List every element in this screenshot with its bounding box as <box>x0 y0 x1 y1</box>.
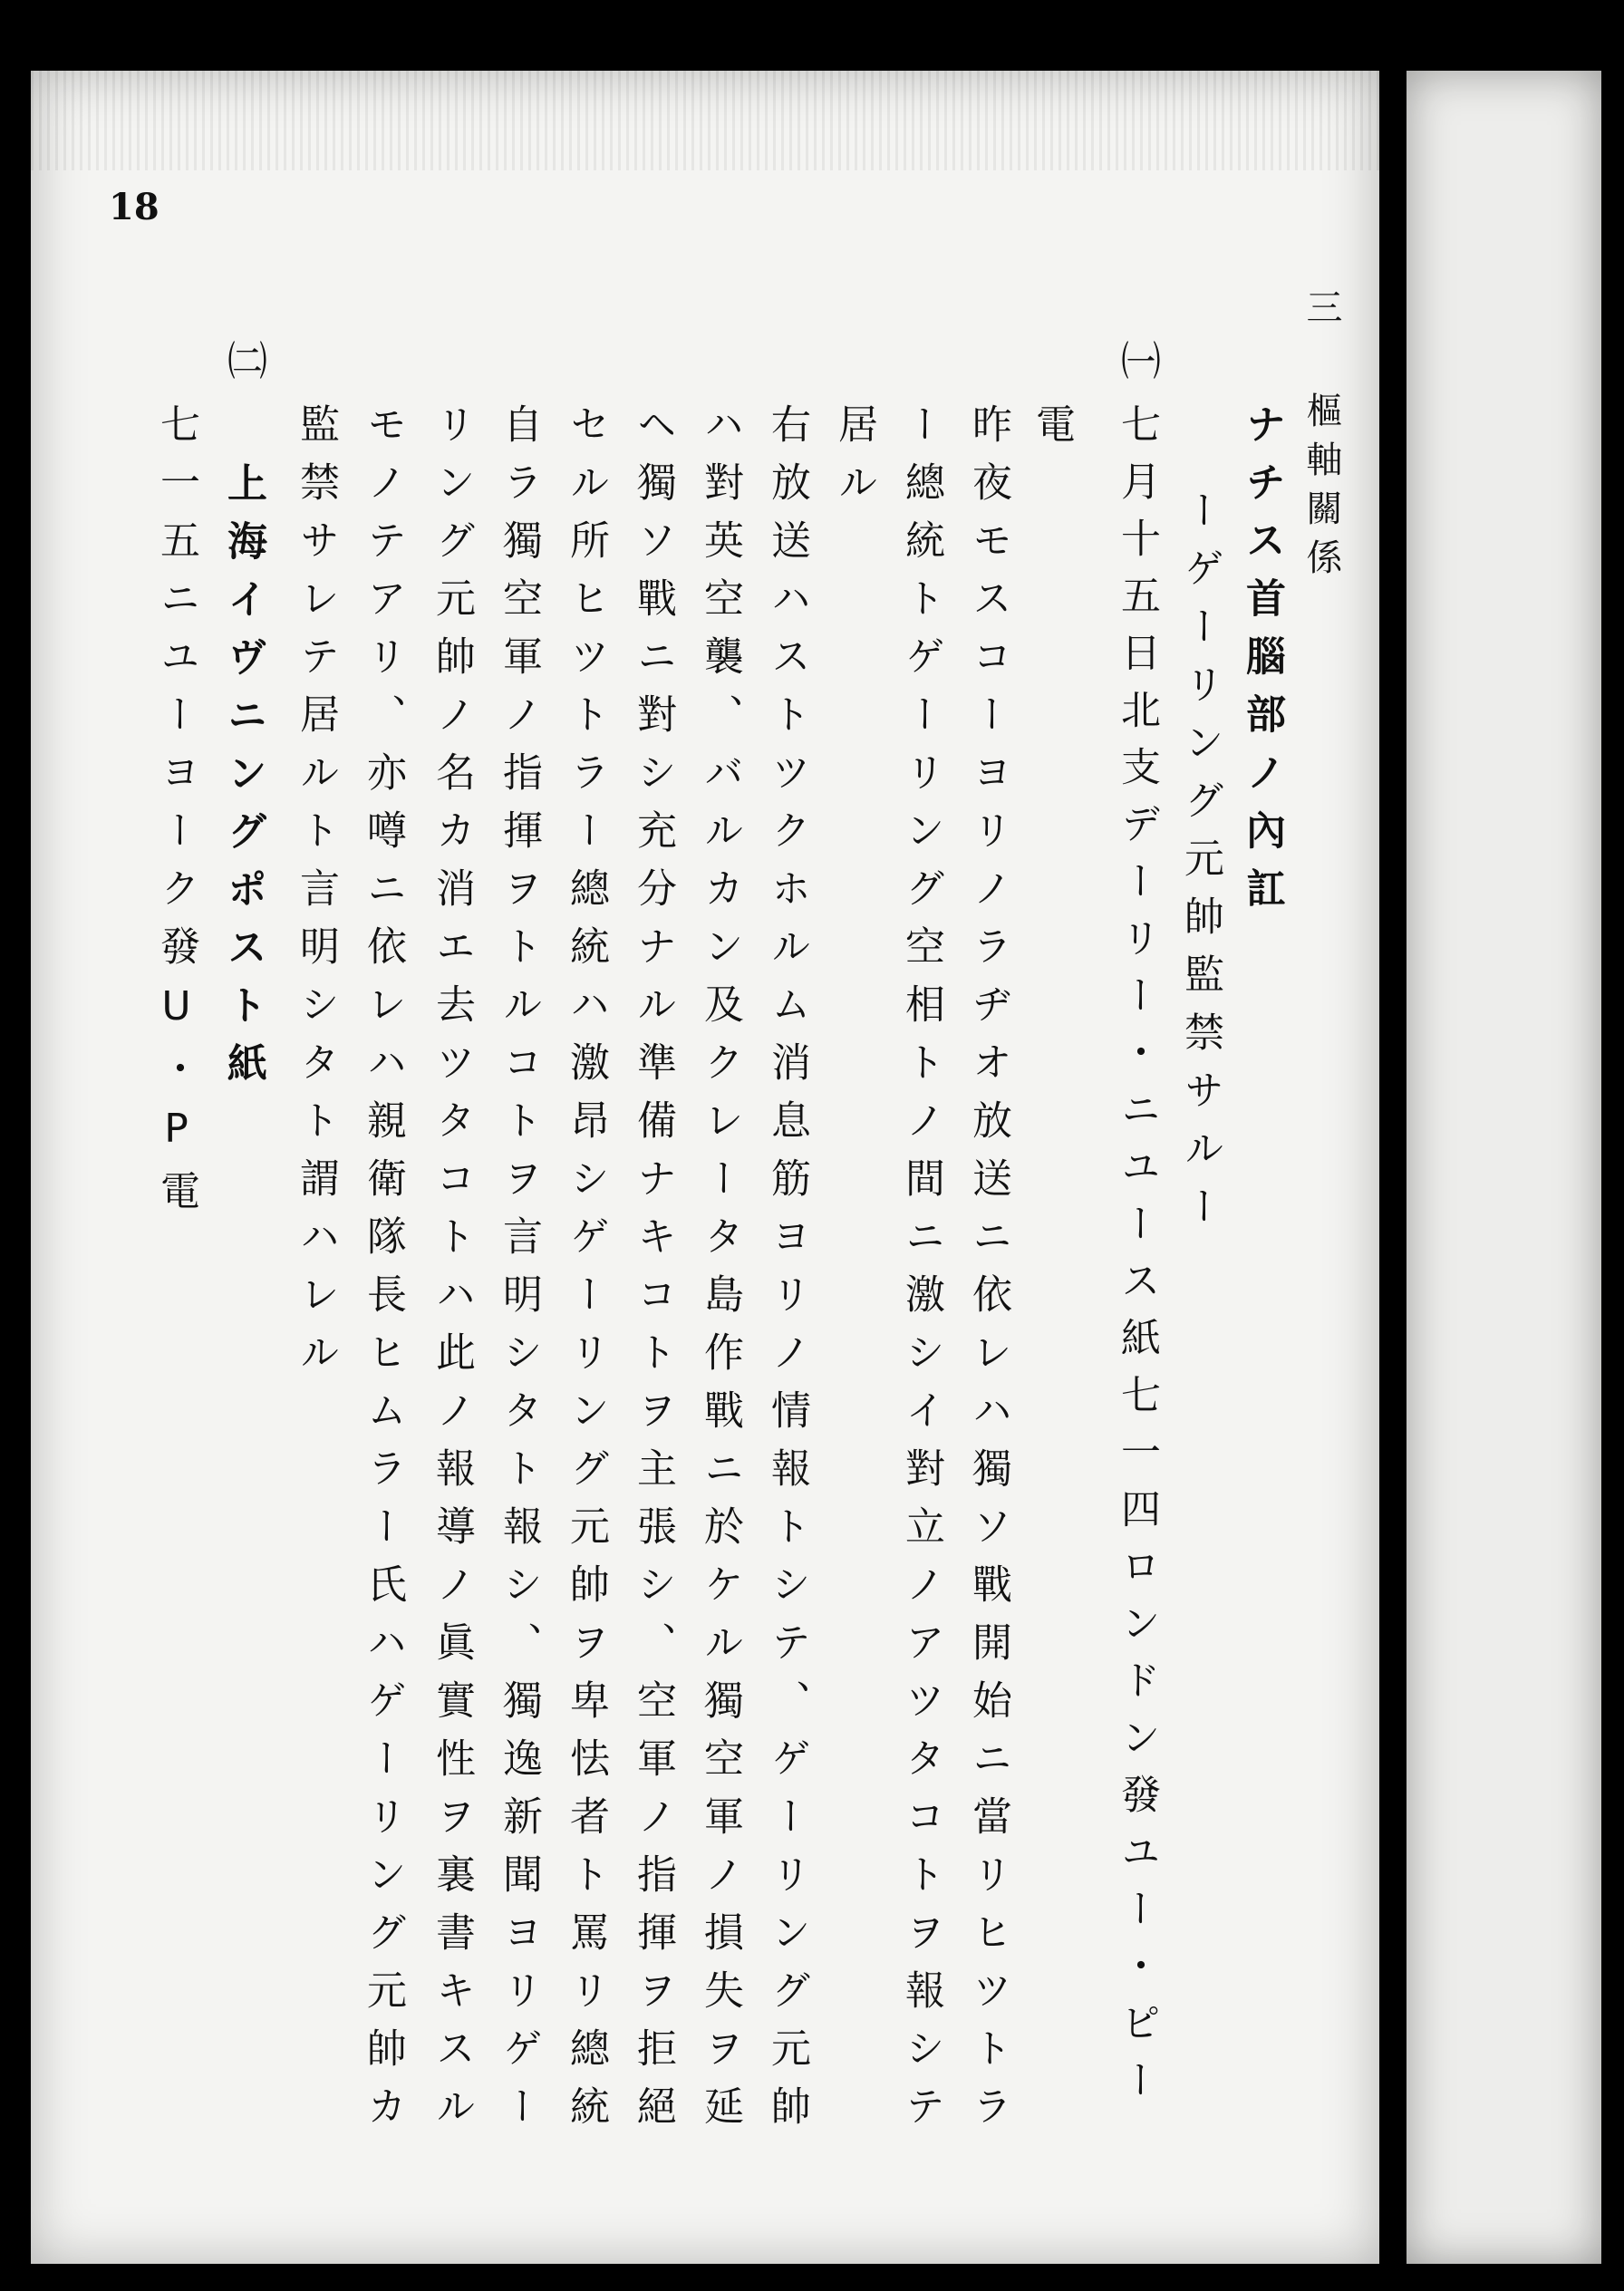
text-line: ー總統トゲーリング空相トノ間ニ激シイ對立ノアツタコトヲ報シテ <box>898 403 944 2143</box>
item2-date: 七一五ニユーヨーク發U・P電 <box>153 403 199 1228</box>
text-line: ハ對英空襲、バルカン及クレータ島作戰ニ於ケル獨空軍ノ損失ヲ延 <box>697 403 743 2143</box>
item1-marker: ㈠ <box>1114 340 1160 398</box>
text-line: 監禁サレテ居ルト言明シタト謂ハレル <box>293 403 339 1389</box>
text-line: リング元帥ノ名カ消エ去ツタコトハ此ノ報導ノ眞實性ヲ裏書キスル <box>429 403 475 2143</box>
item2-source: 上海イヴニングポスト紙 <box>220 462 266 1100</box>
text-line: ヘ獨ソ戰ニ對シ充分ナル準備ナキコトヲ主張シ、空軍ノ指揮ヲ拒絕 <box>630 403 676 2143</box>
subheading: ーゲーリング元帥監禁サルー <box>1177 489 1223 1243</box>
item1-source: 七月十五日北支デーリー・ニユース紙七一四ロンドン發ユー・ピー <box>1114 403 1160 2116</box>
text-line: セル所ヒツトラー總統ハ激昂シゲーリング元帥ヲ卑怯者ト罵リ總統 <box>563 403 609 2143</box>
item2-marker: ㈡ <box>220 340 266 398</box>
text-line: 自ラ獨空軍ノ指揮ヲトルコトヲ言明シタト報シ、獨逸新聞ヨリゲー <box>496 403 542 2143</box>
text-line: 昨夜モスコーヨリノラヂオ放送ニ依レハ獨ソ戰開始ニ當リヒツトラ <box>965 403 1011 2143</box>
text-line: モノテアリ、亦噂ニ依レハ親衛隊長ヒムラー氏ハゲーリング元帥カ <box>360 403 406 2143</box>
scan-noise <box>31 71 1379 170</box>
section-title: 三 樞軸關係 <box>1300 288 1342 587</box>
heading: ナチス首腦部ノ內訌 <box>1239 403 1285 925</box>
text-line: 居ル <box>831 403 877 519</box>
text-line: 右放送ハストツクホルム消息筋ヨリノ情報トシテ、ゲーリング元帥 <box>764 403 810 2143</box>
adjacent-page-edge <box>1406 71 1601 2264</box>
text-line: 電 <box>1029 403 1075 461</box>
page-number: 18 <box>109 186 160 228</box>
